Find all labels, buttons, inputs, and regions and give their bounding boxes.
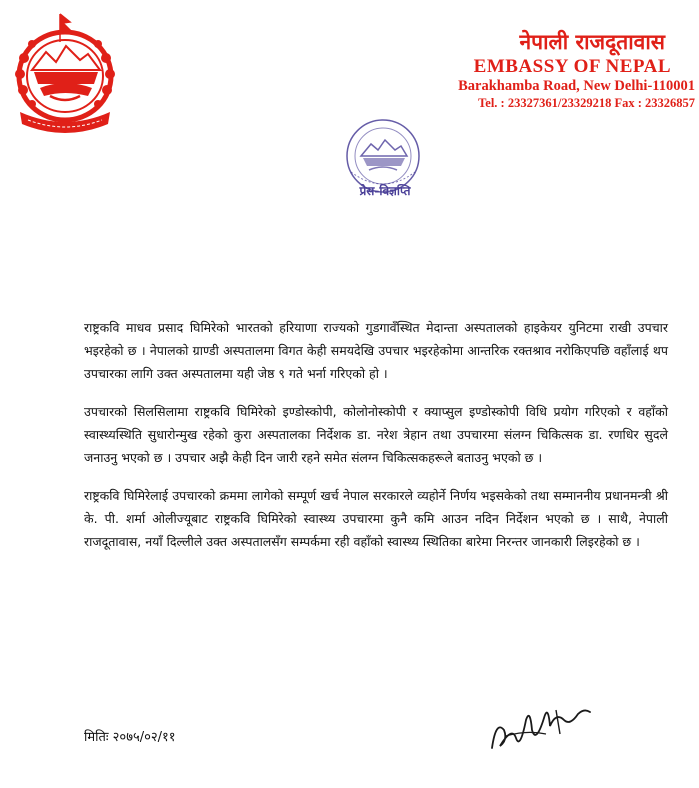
- date-line: मितिः २०७५/०२/११: [84, 730, 176, 745]
- signature-icon: [486, 690, 596, 756]
- embassy-name-nepali: नेपाली राजदूतावास: [519, 30, 665, 54]
- stamp-title: प्रेस-विज्ञप्ति: [359, 184, 411, 198]
- embassy-phone-fax: Tel. : 23327361/23329218 Fax : 23326857: [478, 96, 695, 110]
- press-release-body: [84, 316, 668, 568]
- paragraph-1: राष्ट्रकवि माधव प्रसाद घिमिरेको भारतको हरियाणा राज्यको गुडगावँस्थित मेदान्ता अस्पतालको हाइकेयर युनिटमा राखी उपचार भइरहेको छ । नेपालको ग्राण्डी अस्पतालमा विगत केही समयदेखि उपचार भइरहेकोमा आन्तरिक रक्तश्राव नरोकिएपछि वहाँलाई थप उपचारका लागि उक्त अस्पतालमा यही जेष्ठ ९ गते भर्ना गरिएको हो ।: [84, 320, 668, 381]
- paragraph-3: राष्ट्रकवि घिमिरेलाई उपचारको क्रममा लागेको सम्पूर्ण खर्च नेपाल सरकारले व्यहोर्ने निर्णय भइसकेको तथा सम्माननीय प्रधानमन्त्री श्री के. पी. शर्मा ओलीज्यूबाट राष्ट्रकवि घिमिरेको स्वास्थ्य उपचारमा कुनै कमि आउन नदिन निर्देशन भएको छ । साथै, नेपाली राजदूतावास, नयाँ दिल्लीले उक्त अस्पतालसँग सम्पर्कमा रही वहाँको स्वास्थ्य स्थितिका बारेमा निरन्तर जानकारी लिइरहेको छ ।: [84, 488, 668, 549]
- nepal-emblem-icon: [10, 8, 120, 138]
- embassy-name-english: EMBASSY OF NEPAL: [473, 56, 671, 77]
- letterhead: [405, 28, 695, 111]
- embassy-address: Barakhamba Road, New Delhi-110001: [458, 78, 695, 94]
- paragraph-2: उपचारको सिलसिलामा राष्ट्रकवि घिमिरेको इण्डोस्कोपी, कोलोनोस्कोपी र क्याप्सुल इण्डोस्कोपी विधि प्रयोग गरिएको र वहाँको स्वास्थ्यस्थिति सुधारोन्मुख रहेको कुरा अस्पतालका निर्देशक डा. नरेश त्रेहान तथा उपचारमा संलग्न चिकित्सक डा. रणधिर सुदले जनाउनु भएको छ । उपचार अझै केही दिन जारी रहने समेत संलग्न चिकित्सकहरूले बताउनु भएको छ ।: [84, 404, 668, 465]
